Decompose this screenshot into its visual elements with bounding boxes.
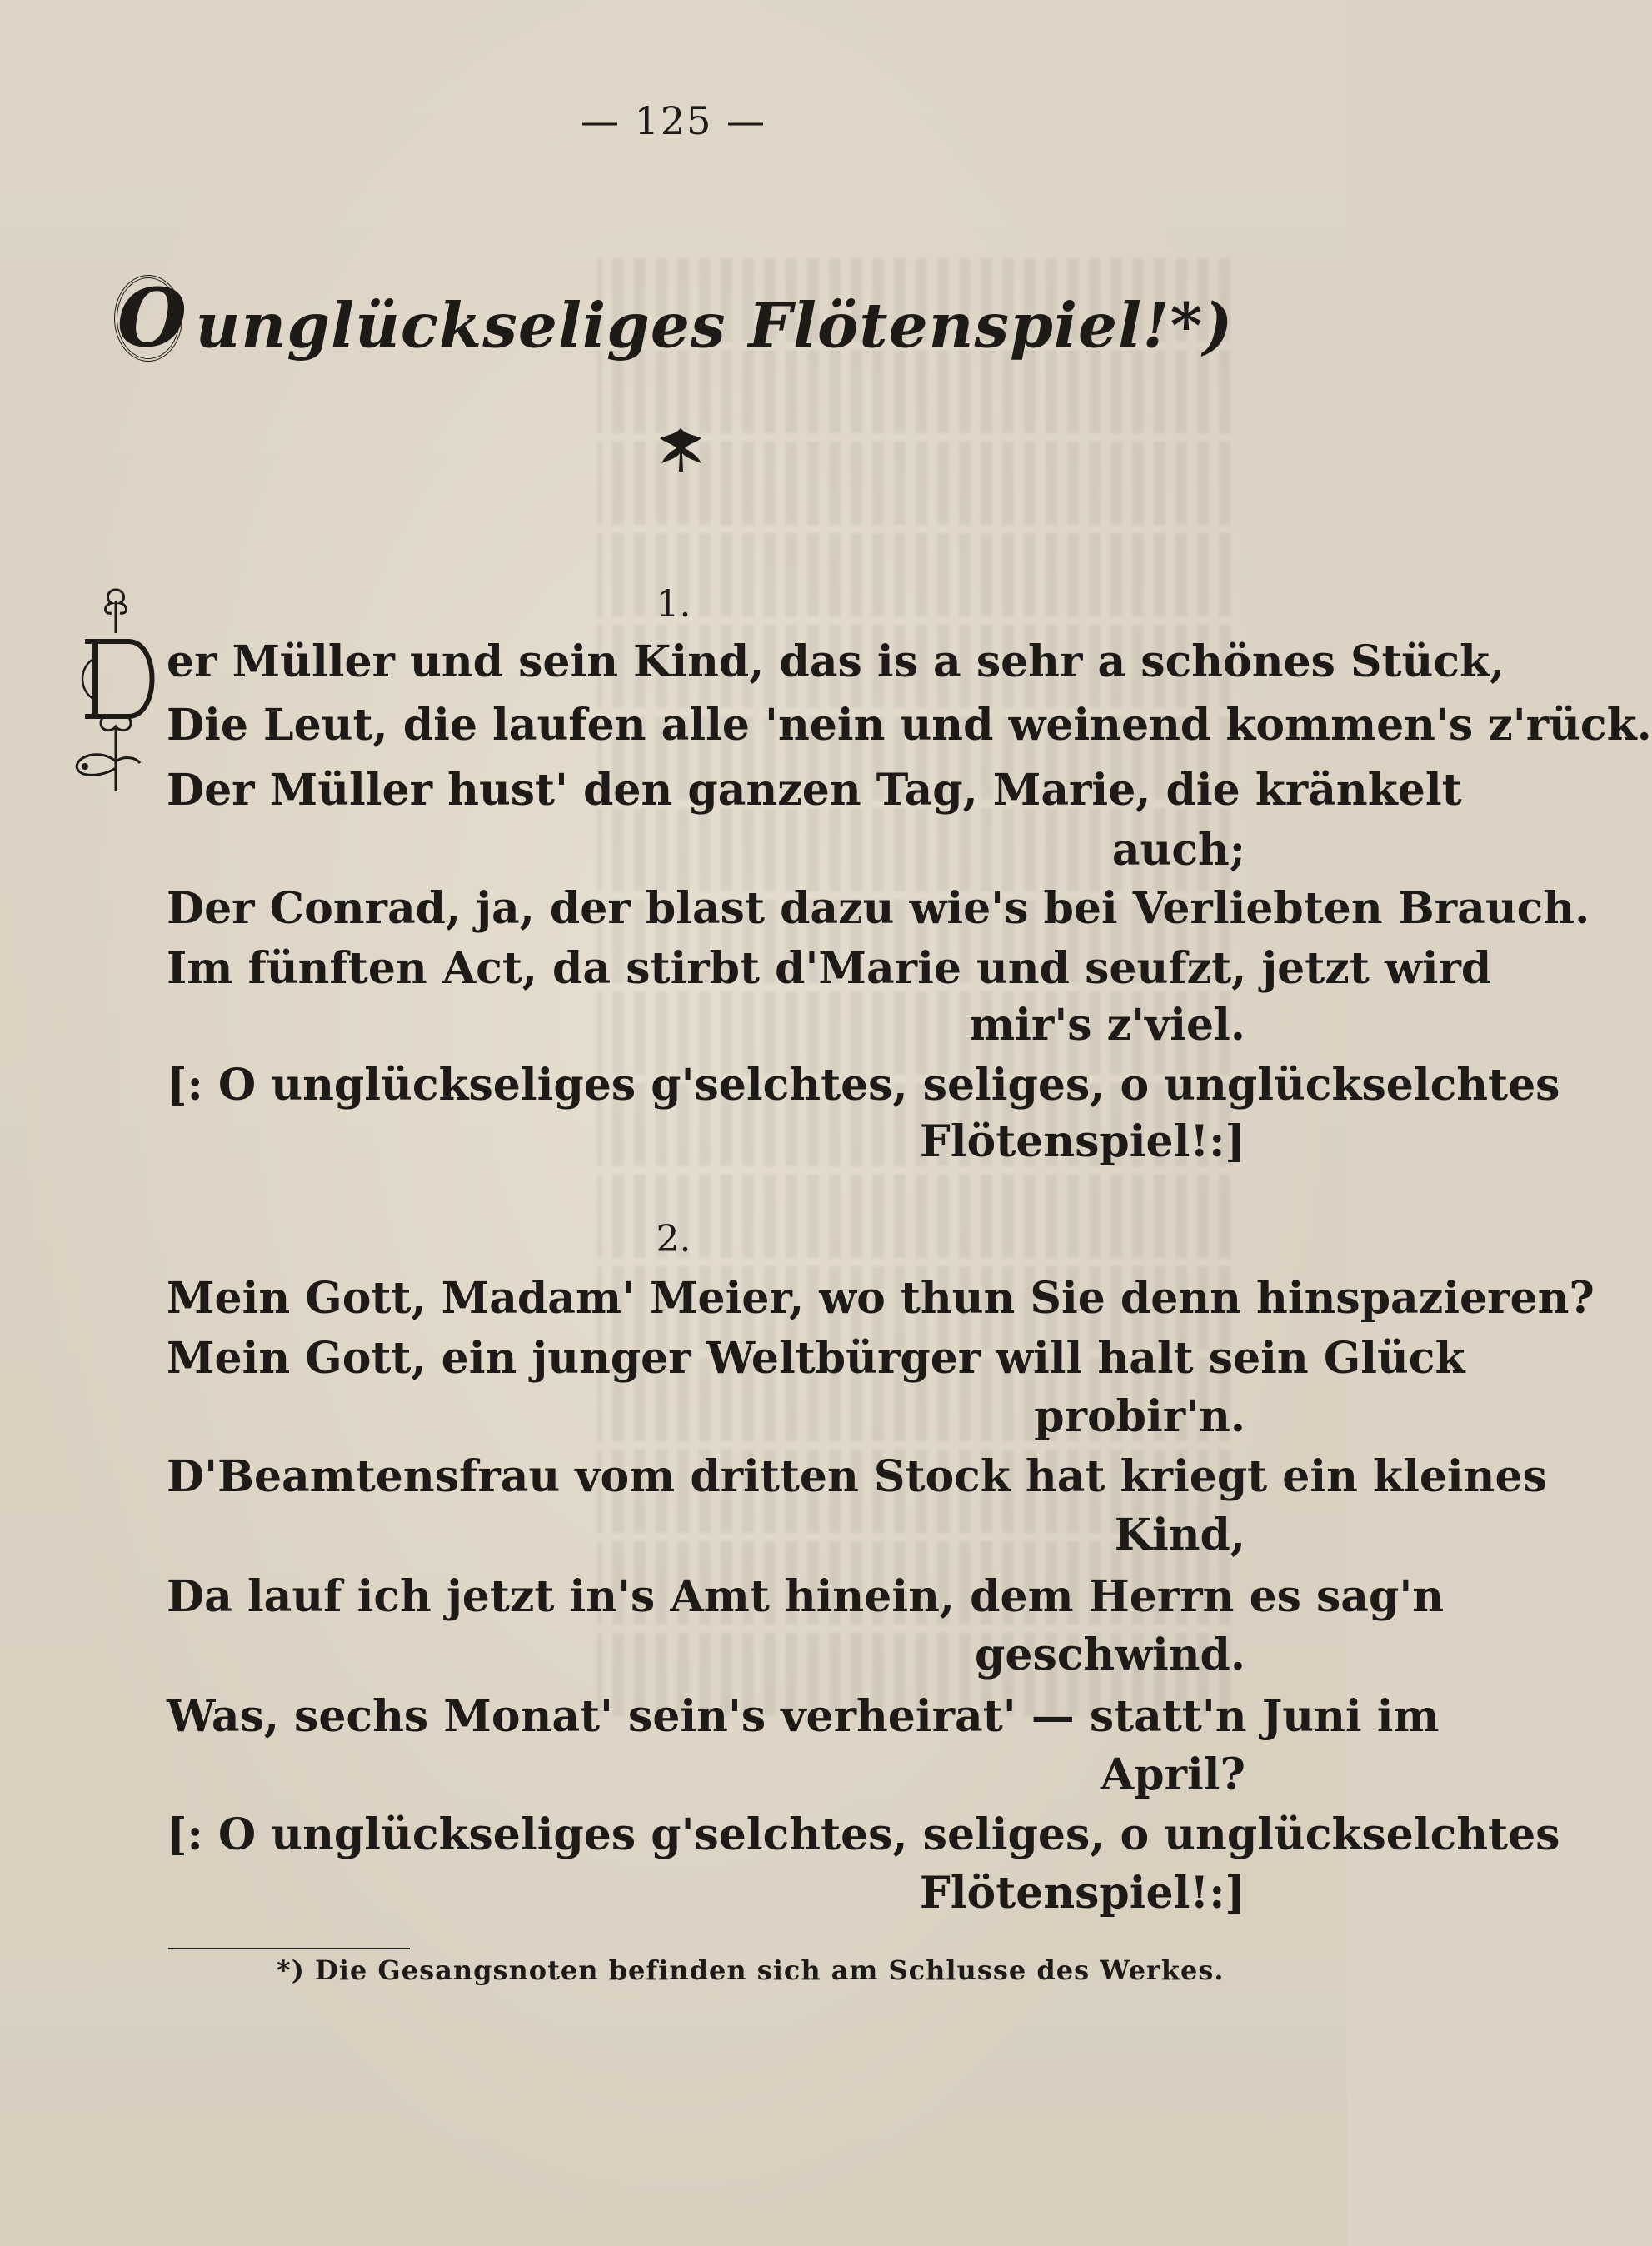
stanza-1-line-2: Die Leut, die laufen alle 'nein und weinend kommen's z'rück. — [167, 700, 1652, 751]
page-number: — 125 — — [580, 98, 767, 143]
stanza-2-line-4: Da lauf ich jetzt in's Amt hinein, dem Herrn es sag'n — [167, 1571, 1445, 1622]
song-title — [0, 271, 1347, 365]
stanza-1-refrain-cont: Flötenspiel!:] — [919, 1116, 1245, 1167]
stanza-2-line-5-cont: April? — [1100, 1749, 1245, 1800]
stanza-2-line-5: Was, sechs Monat' sein's verheirat' — statt'n Juni im — [167, 1691, 1440, 1742]
stanza-2-line-2-cont: probir'n. — [1034, 1391, 1245, 1442]
stanza-2-line-2: Mein Gott, ein junger Weltbürger will halt sein Glück — [167, 1333, 1465, 1384]
stanza-number-2: 2. — [656, 1218, 691, 1260]
title-ornamental-initial: O — [114, 275, 182, 362]
leaf-fleuron-icon — [651, 423, 710, 475]
stanza-2-line-4-cont: geschwind. — [975, 1630, 1245, 1680]
footnote-rule — [168, 1948, 410, 1949]
ornamental-dropcap-d-icon — [70, 583, 162, 804]
title-text: unglückseliges Flötenspiel!*) — [195, 290, 1234, 362]
stanza-2-refrain: [: O unglückseliges g'selchtes, seliges, o unglückselchtes — [167, 1809, 1560, 1860]
stanza-1-line-1: er Müller und sein Kind, das is a sehr a schönes Stück, — [167, 636, 1505, 687]
footnote: *) Die Gesangsnoten befinden sich am Schlusse des Werkes. — [277, 1954, 1225, 1986]
stanza-number-1: 1. — [656, 583, 691, 626]
stanza-1-line-3: Der Müller hust' den ganzen Tag, Marie, die kränkelt — [167, 765, 1462, 816]
stanza-1-line-4: Der Conrad, ja, der blast dazu wie's bei Verliebten Brauch. — [167, 883, 1590, 934]
stanza-2-line-1: Mein Gott, Madam' Meier, wo thun Sie denn hinspazieren? — [167, 1273, 1595, 1324]
stanza-1-line-3-cont: auch; — [1111, 825, 1245, 876]
stanza-1-line-5: Im fünften Act, da stirbt d'Marie und seufzt, jetzt wird — [167, 943, 1492, 994]
stanza-2-refrain-cont: Flötenspiel!:] — [919, 1868, 1245, 1919]
stanza-2-line-3: D'Beamtensfrau vom dritten Stock hat kriegt ein kleines — [167, 1451, 1547, 1502]
stanza-1-refrain: [: O unglückseliges g'selchtes, seliges, o unglückselchtes — [167, 1060, 1560, 1111]
stanza-1-line-5-cont: mir's z'viel. — [969, 1000, 1245, 1051]
stanza-2-line-3-cont: Kind, — [1114, 1510, 1245, 1560]
